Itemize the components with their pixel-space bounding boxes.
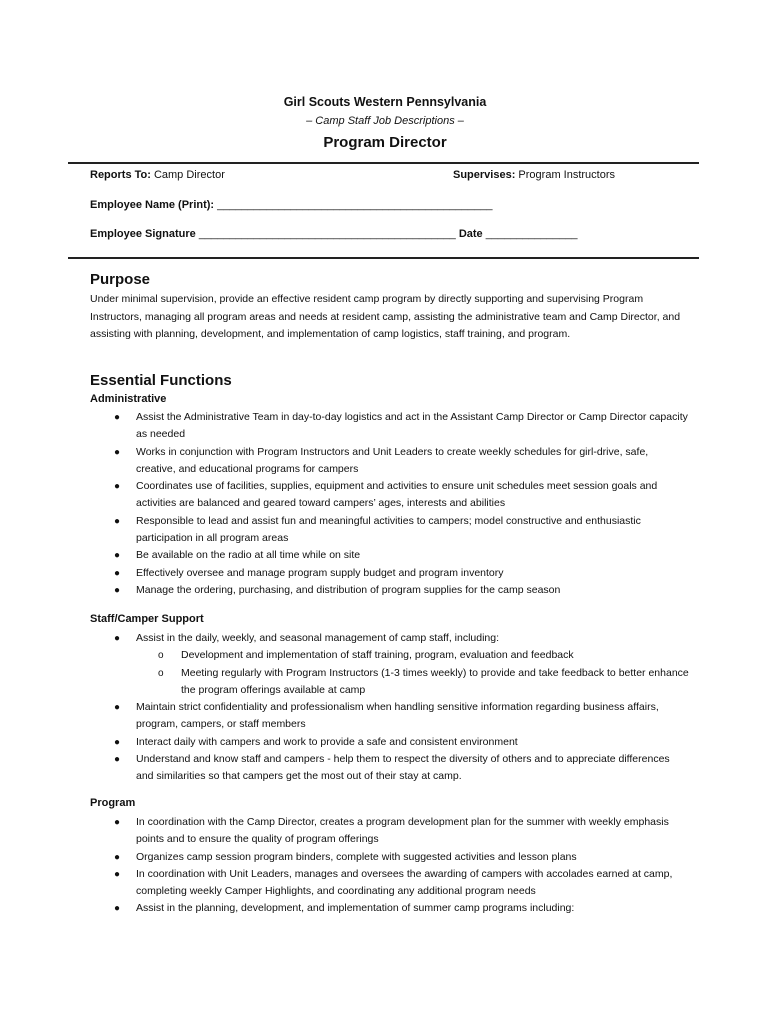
bullet-icon: ● (114, 584, 121, 596)
purpose-text: Under minimal supervision, provide an effective resident camp program by directly supporting and supervising Program Instructors, managing all program areas and needs at resident camp, assisting the administrative team and Camp Director, and assisting with planning, development, and implementation of camp logistics, staff training, and program. (90, 293, 681, 340)
employee-signature-line (90, 228, 578, 240)
list-item: ● Assist in the daily, weekly, and seasonal management of camp staff, including: o Development and implementation of staff training, program, evaluation and feedback o Meeting regularly with Program Instructors (1-3 times weekly) to provide and take feedback to better enhance the program offerings available at camp (90, 630, 690, 699)
date-label: Date (455, 228, 483, 240)
document-subtitle: – Camp Staff Job Descriptions – (306, 115, 464, 127)
top-divider (68, 162, 699, 164)
bullet-icon: ● (114, 903, 121, 915)
bullet-icon: ● (114, 736, 121, 748)
list-item: ● Assist the Administrative Team in day-to-day logistics and act in the Assistant Camp Director or Camp Director capacity as needed (114, 411, 688, 441)
staff-camper-support-heading: Staff/Camper Support (90, 613, 204, 625)
sub-list-item: o Development and implementation of staff training, program, evaluation and feedback (136, 647, 690, 664)
supervises-value: Program Instructors (515, 169, 616, 181)
organization-name: Girl Scouts Western Pennsylvania (283, 95, 487, 109)
list-item: ● Organizes camp session program binders, complete with suggested activities and lesson plans (90, 849, 690, 866)
list-item: ● Effectively oversee and manage program supply budget and program inventory (90, 565, 690, 582)
administrative-heading: Administrative (90, 393, 167, 405)
program-heading: Program (90, 797, 136, 809)
bullet-icon: ● (114, 851, 121, 863)
employee-signature-label: Employee Signature (90, 228, 196, 240)
bullet-icon: ● (114, 702, 121, 714)
staff-support-list (90, 630, 690, 786)
list-item: ● Manage the ordering, purchasing, and distribution of program supplies for the camp season (90, 582, 690, 599)
reports-to-label: Reports To: (90, 169, 151, 181)
list-item: ● Maintain strict confidentiality and professionalism when handling sensitive information regarding business affairs, program, campers, or staff members (114, 701, 659, 731)
list-item: ● Assist in the planning, development, and implementation of summer camp programs including: (90, 900, 690, 917)
bullet-icon: ● (114, 567, 121, 579)
list-item: ● Responsible to lead and assist fun and meaningful activities to campers; model constructive and enthusiastic participation in all program areas (114, 514, 641, 545)
bullet-icon: ● (114, 754, 121, 766)
list-item: ● Interact daily with campers and work to provide a safe and consistent environment (90, 734, 690, 751)
bullet-icon: ● (114, 817, 121, 828)
list-item: ● Works in conjunction with Program Instructors and Unit Leaders to create weekly schedules for girl-drive, safe, creative, and educational programs for campers (114, 445, 649, 475)
list-item: ● Be available on the radio at all time while on site (90, 547, 690, 564)
circle-bullet-icon: o (158, 650, 164, 662)
bullet-icon: ● (114, 515, 121, 527)
employee-name-label: Employee Name (Print): (90, 199, 215, 211)
reports-to-value: Camp Director (150, 169, 225, 181)
bottom-divider (68, 257, 699, 259)
employee-name-line (90, 199, 492, 211)
employee-name-field[interactable]: _____________________________________________ (214, 199, 493, 211)
bullet-icon: ● (114, 868, 121, 880)
bullet-icon: ● (114, 633, 121, 644)
employee-signature-field[interactable]: __________________________________________ (195, 228, 456, 240)
supervises-line (453, 169, 615, 181)
bullet-icon: ● (114, 550, 121, 562)
bullet-icon: ● (114, 481, 121, 493)
list-item: ● Coordinates use of facilities, supplies, equipment and activities to ensure unit schedules meet session goals and activities are balanced and geared toward campers’ ages, interests and abilities (114, 480, 658, 510)
reports-to-line (90, 169, 225, 181)
list-item: ● In coordination with Unit Leaders, manages and oversees the awarding of campers with accolades earned at camp, completing weekly Camper Highlights, and coordinating any additional program needs (114, 867, 673, 898)
essential-functions-heading: Essential Functions (90, 372, 232, 389)
staff-support-sublist (136, 647, 690, 699)
purpose-heading: Purpose (90, 271, 151, 288)
list-item: ● In coordination with the Camp Director, creates a program development plan for the summer with weekly emphasis points and to ensure the quality of program offerings (114, 816, 669, 846)
administrative-list (90, 409, 690, 599)
program-list (90, 814, 690, 918)
bullet-icon: ● (114, 412, 121, 423)
date-field[interactable]: _______________ (482, 228, 578, 240)
sub-list-item: o Meeting regularly with Program Instructors (1-3 times weekly) to provide and take feedback to better enhance the program offerings available at camp (158, 666, 689, 696)
circle-bullet-icon: o (158, 667, 164, 679)
job-title: Program Director (323, 134, 447, 151)
supervises-label: Supervises: (453, 169, 516, 181)
list-item: ● Understand and know staff and campers - help them to respect the diversity of others and to appreciate differences and similarities so that campers get the most out of their stay at camp. (114, 753, 670, 783)
bullet-icon: ● (114, 446, 121, 458)
